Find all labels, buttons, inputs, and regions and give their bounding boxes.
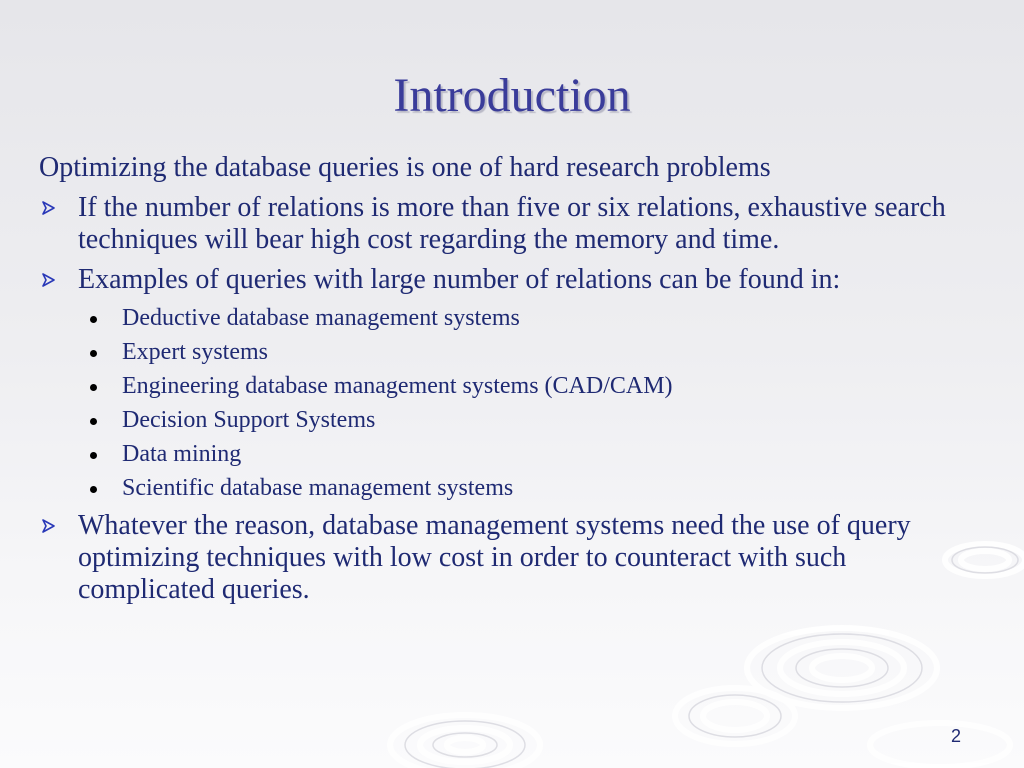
bullet-item: [39, 192, 979, 256]
round-dot-bullet-icon: [90, 384, 97, 391]
bullet-item: [39, 264, 979, 296]
arrowhead-bullet-icon: [41, 519, 55, 533]
arrowhead-bullet-icon: [41, 273, 55, 287]
sub-bullet-text: Expert systems: [122, 339, 268, 365]
bullet-text: If the number of relations is more than five or six relations, exhaustive search techniques will bear high cost regarding the memory and time.: [78, 192, 946, 255]
bullet-item: [39, 510, 979, 606]
sub-bullet-text: Data mining: [122, 441, 242, 467]
sub-bullet-item: [39, 440, 979, 468]
sub-bullet-text: Deductive database management systems: [122, 305, 520, 331]
lead-text: Optimizing the database queries is one of hard research problems: [39, 152, 771, 183]
slide-title: Introduction: [393, 69, 631, 122]
sub-bullet-item: [39, 304, 979, 332]
round-dot-bullet-icon: [90, 452, 97, 459]
bullet-text: Examples of queries with large number of relations can be found in:: [78, 264, 841, 295]
bullet-text: Whatever the reason, database management systems need the use of query optimizing techniques with low cost in order to counteract with such complicated queries.: [78, 510, 911, 605]
sub-bullet-item: [39, 372, 979, 400]
sub-bullet-text: Scientific database management systems: [122, 475, 514, 501]
page-number: 2: [950, 726, 961, 746]
round-dot-bullet-icon: [90, 486, 97, 493]
round-dot-bullet-icon: [90, 418, 97, 425]
sub-bullet-text: Decision Support Systems: [122, 407, 376, 433]
round-dot-bullet-icon: [90, 316, 97, 323]
sub-bullet-list: [39, 304, 979, 502]
sub-bullet-text: Engineering database management systems (CAD/CAM): [122, 373, 673, 399]
sub-bullet-item: [39, 406, 979, 434]
round-dot-bullet-icon: [90, 350, 97, 357]
sub-bullet-item: [39, 474, 979, 502]
arrowhead-bullet-icon: [41, 201, 55, 215]
sub-bullet-item: [39, 338, 979, 366]
slide-body: [39, 152, 979, 614]
